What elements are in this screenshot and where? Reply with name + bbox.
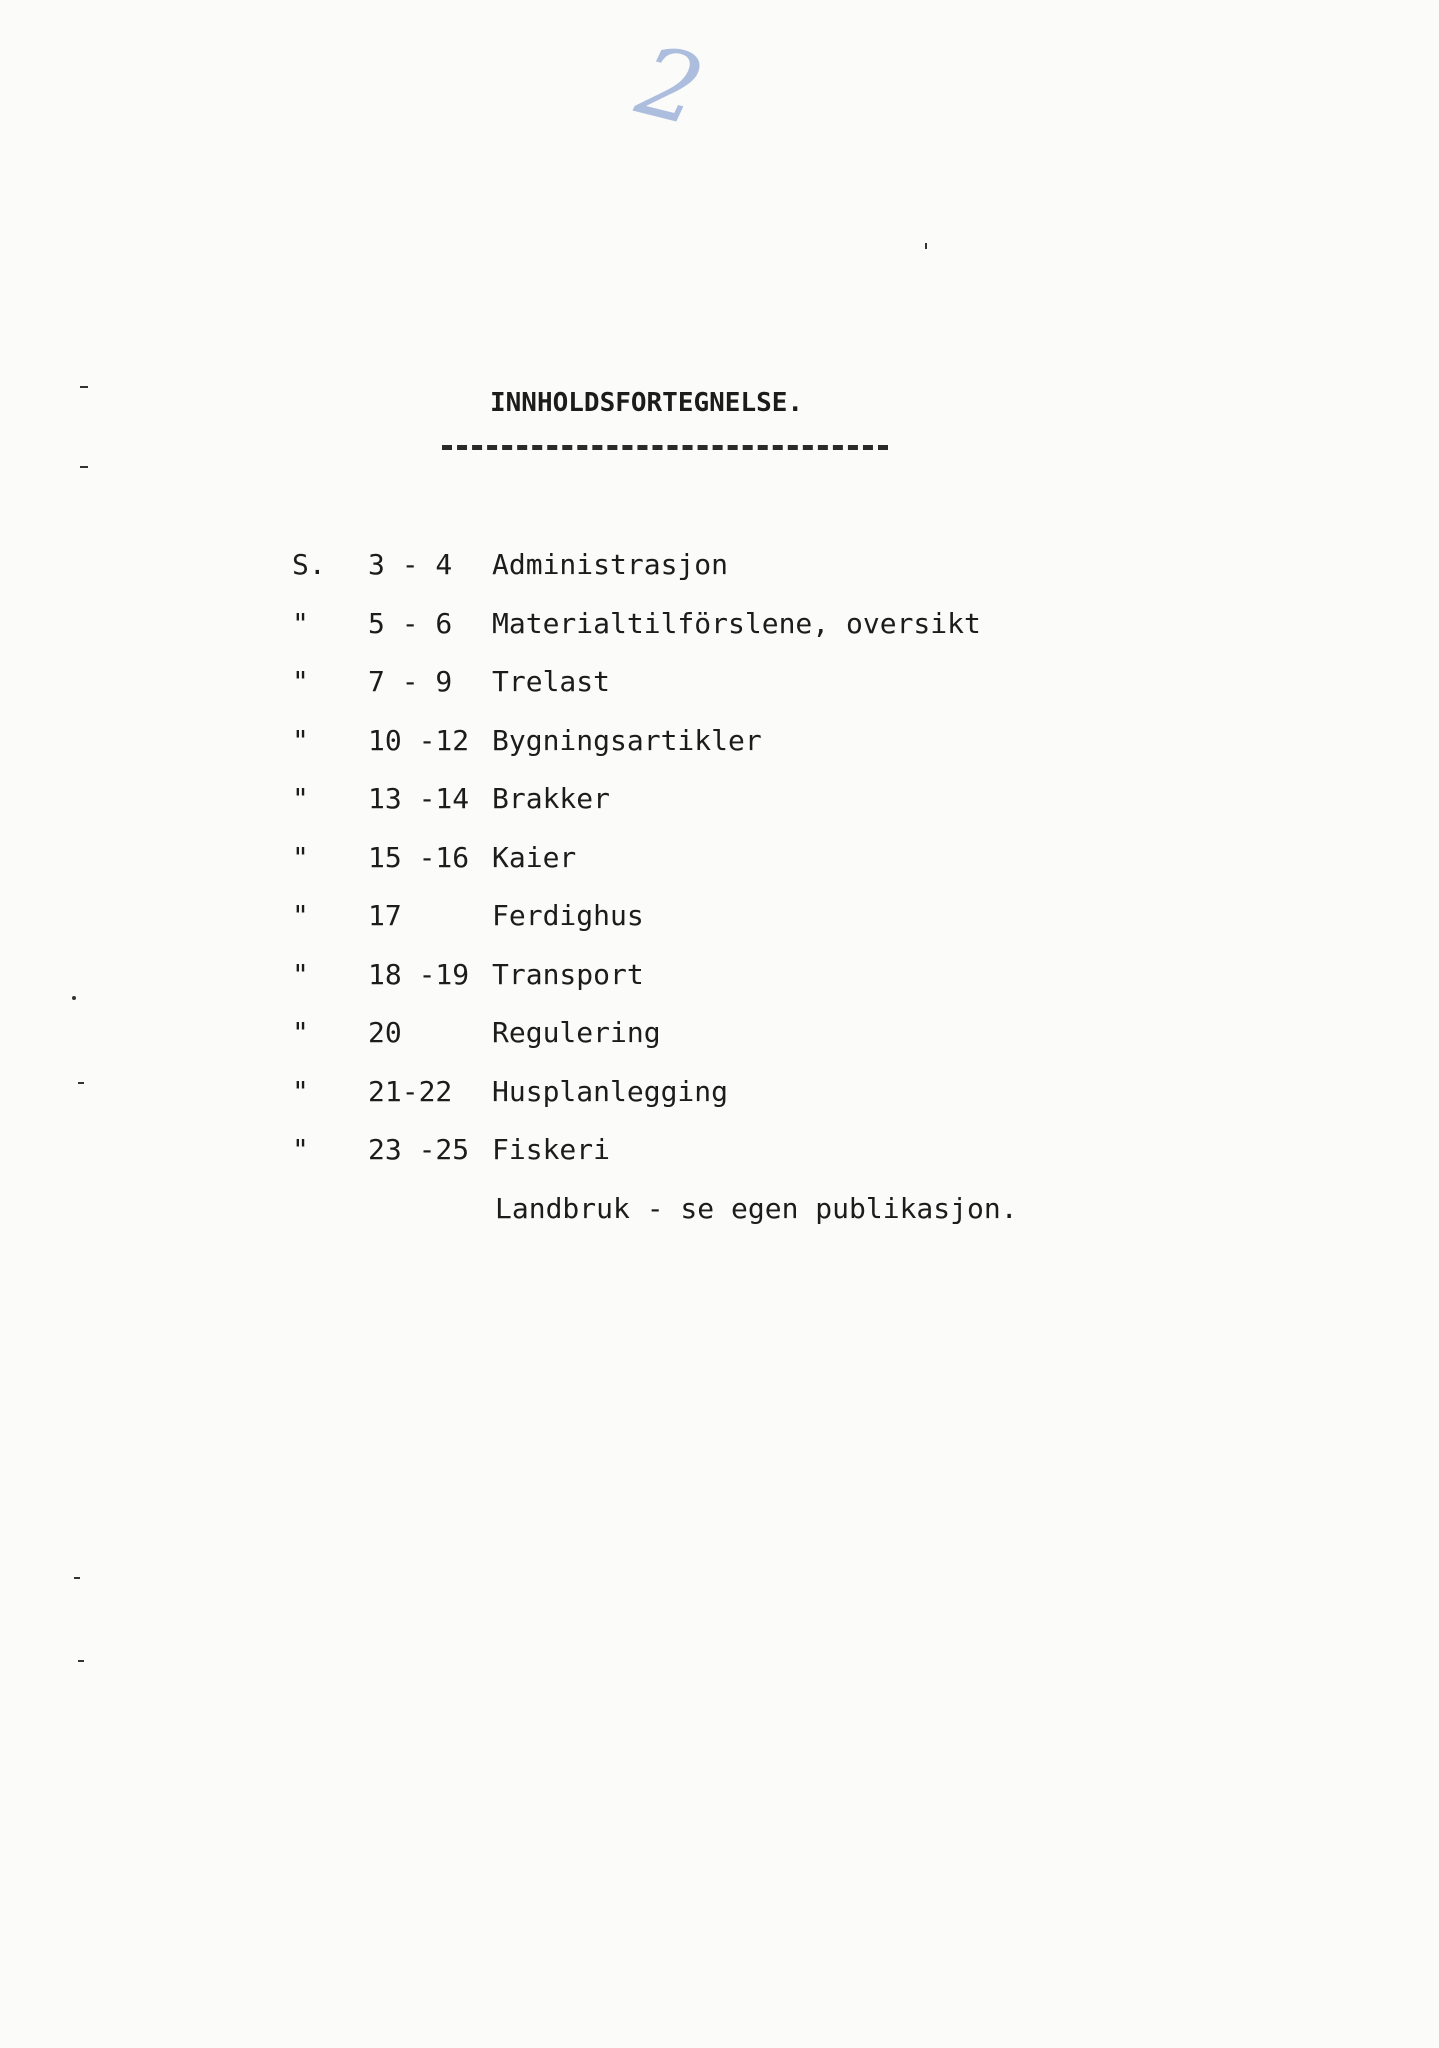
toc-pages: 5 - 6 [368, 606, 453, 640]
toc-subject: Fiskeri [492, 1133, 611, 1166]
toc-pages: 23 -25 [368, 1133, 470, 1166]
toc-subject: Brakker [492, 782, 611, 815]
toc-pages: 10 -12 [368, 723, 470, 757]
toc-prefix: " [292, 957, 309, 991]
toc-subject: Materialtilförslene, oversikt [492, 606, 981, 640]
margin-mark [80, 466, 88, 468]
toc-pages: 15 -16 [368, 840, 470, 874]
handwritten-page-number: 2 [627, 24, 714, 148]
toc-pages: 21-22 [368, 1074, 453, 1108]
toc-prefix: " [292, 1016, 309, 1049]
margin-mark [78, 1660, 84, 1662]
footnote: Landbruk - se egen publikasjon. [495, 1192, 1018, 1225]
toc-pages: 7 - 9 [368, 665, 453, 698]
toc-subject: Ferdighus [492, 899, 644, 932]
toc-prefix: " [292, 840, 309, 874]
toc-pages: 20 [368, 1016, 402, 1049]
margin-mark [925, 243, 927, 249]
toc-prefix: " [292, 606, 309, 640]
toc-prefix: " [292, 665, 309, 698]
toc-subject: Trelast [492, 665, 611, 698]
toc-subject: Kaier [492, 840, 577, 874]
page-title: INNHOLDSFORTEGNELSE. [490, 388, 804, 418]
toc-subject: Husplanlegging [492, 1074, 729, 1108]
toc-pages: 3 - 4 [368, 548, 453, 581]
margin-mark [78, 1082, 84, 1084]
margin-mark [74, 1577, 80, 1579]
toc-prefix: S. [292, 548, 326, 581]
margin-mark [72, 996, 76, 1000]
toc-subject: Bygningsartikler [492, 723, 762, 757]
toc-pages: 13 -14 [368, 782, 470, 815]
toc-subject: Administrasjon [492, 548, 729, 581]
toc-prefix: " [292, 1133, 309, 1166]
title-underline [442, 445, 888, 450]
toc-prefix: " [292, 1074, 309, 1108]
toc-prefix: " [292, 723, 309, 757]
toc-subject: Regulering [492, 1016, 661, 1049]
toc-prefix: " [292, 899, 309, 932]
toc-pages: 18 -19 [368, 957, 470, 991]
toc-prefix: " [292, 782, 309, 815]
margin-mark [80, 386, 88, 388]
toc-pages: 17 [368, 899, 402, 932]
toc-subject: Transport [492, 957, 644, 991]
